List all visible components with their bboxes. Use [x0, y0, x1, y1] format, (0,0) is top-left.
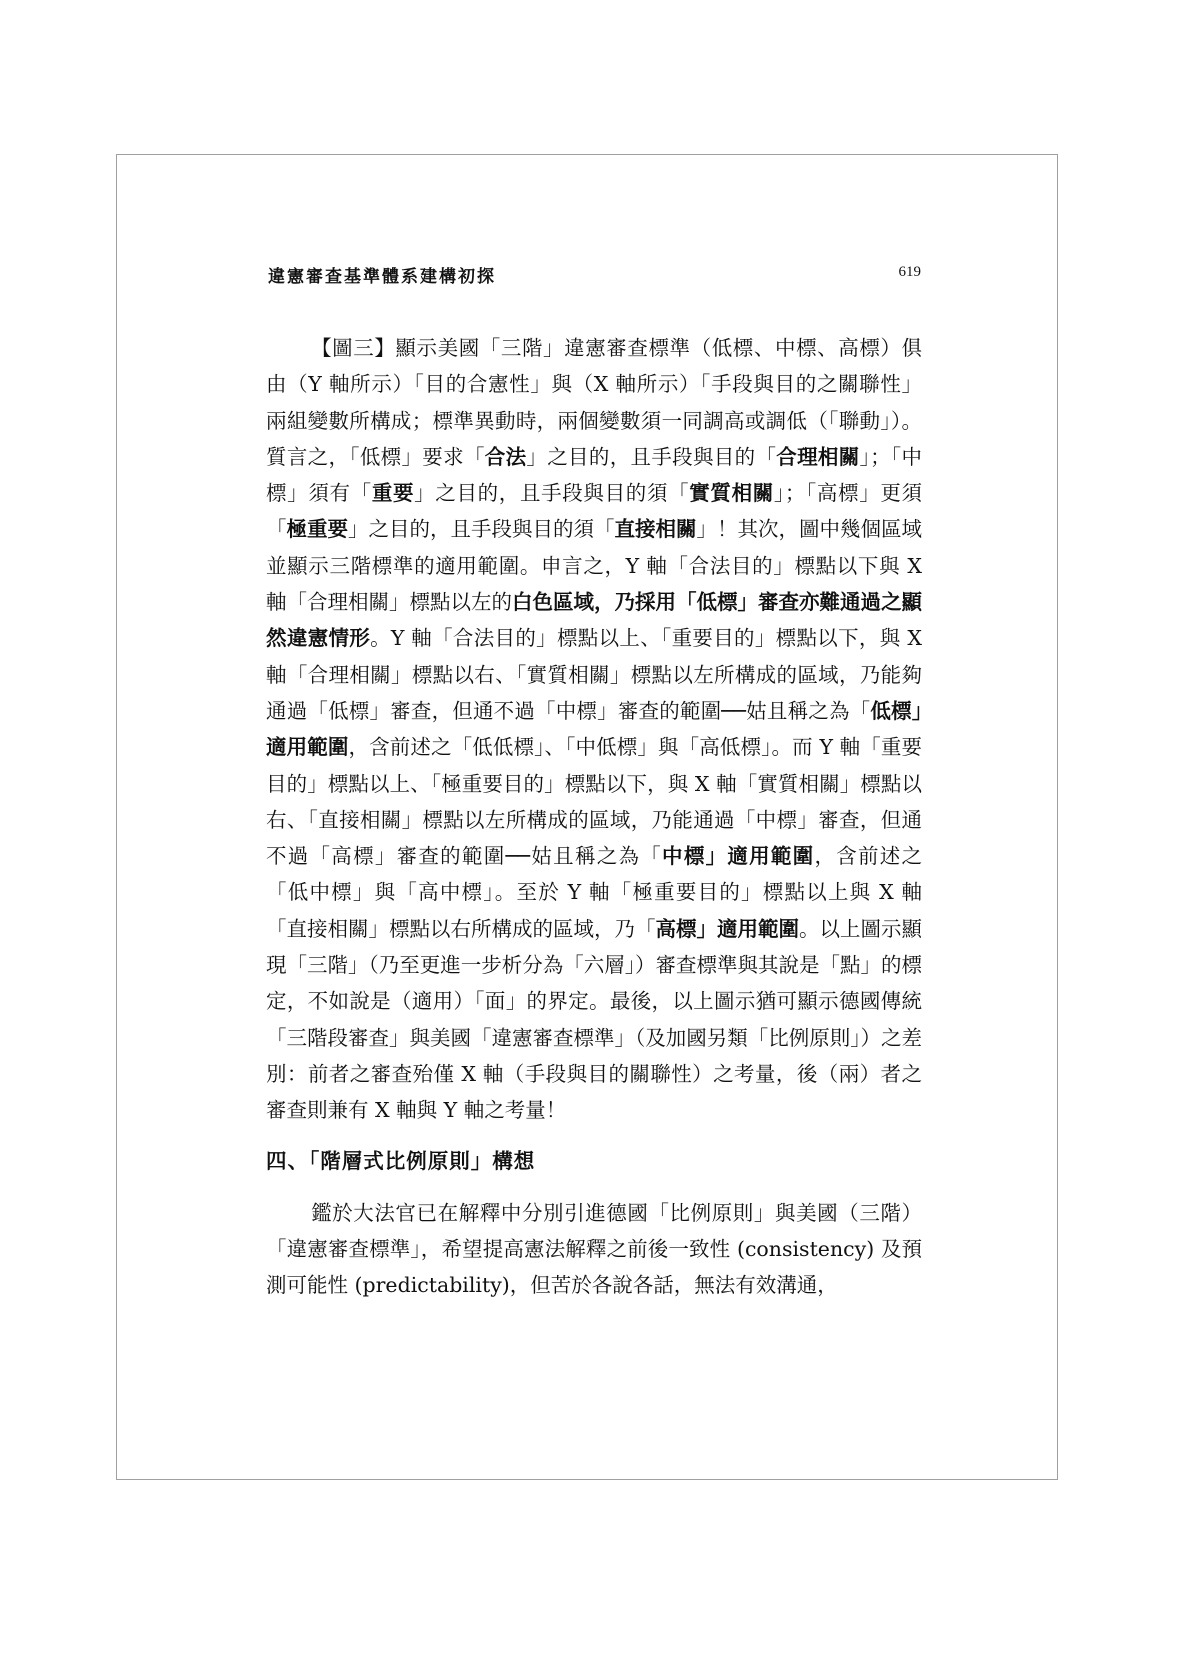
text-run: ，含前述之「低低標」、「中低標」與「高低標」。而 Y 軸「重要目的」標點以上、「極重要目的」標點以下，與 X 軸「實質相關」標點以右、「直接相關」標點以左所構成的區域，乃能通過「中標」審查，但通不過「高標」審查的範圍──姑且稱之為「 [266, 735, 922, 869]
running-title: 違憲審查基準體系建構初探 [268, 267, 496, 287]
text-run: 」！其次，圖中幾個區域並顯示三階標準的適用範圍。申言之，Y 軸「合法目的」標點以下與 X 軸「合理相關」標點以左的 [266, 517, 922, 615]
bold-run: 合法 [484, 444, 527, 469]
text-run: 。以上圖示顯現「三階」（乃至更進一步析分為「六層」）審查標準與其說是「點」的標定，不如說是（適用）「面」的界定。最後，以上圖示猶可顯示德國傳統「三階段審查」與美國「違憲審查標準」（及加國另類「比例原則」）之差別：前者之審查殆僅 X 軸（手段與目的關聯性）之考量，後（兩）者之審查則兼有 X 軸與 Y 軸之考量！ [266, 916, 922, 1123]
paragraph-2: 鑑於大法官已在解釋中分別引進德國「比例原則」與美國（三階）「違憲審查標準」，希望提高憲法解釋之前後一致性 (consistency) 及預測可能性 (predictability)，但苦於各說各話，無法有效溝通， [266, 1200, 922, 1298]
text-run: ，含前述之「低中標」與「高中標」。至於 Y 軸「極重要目的」標點以上與 X 軸「直接相關」標點以右所構成的區域，乃「 [266, 844, 923, 941]
bold-run: 合理相關 [776, 444, 860, 469]
bold-run: 重要 [371, 481, 415, 506]
text-run: 」之目的，且手段與目的「 [526, 444, 777, 469]
text-run: 」之目的，且手段與目的須「 [348, 517, 615, 542]
bold-run: 高標」適用範圍 [655, 916, 799, 941]
bold-run: 極重要 [286, 517, 348, 542]
bold-run: 直接相關 [614, 517, 697, 542]
paragraph-1 [266, 330, 922, 1129]
bold-run: 實質相關 [689, 481, 774, 506]
main-text [266, 330, 922, 1304]
bold-run: 低標」適用範圍 [266, 698, 923, 760]
text-run: 【圖三】顯示美國「三階」違憲審查標準（低標、中標、高標）俱由（Y 軸所示）「目的合憲性」與（X 軸所示）「手段與目的之關聯性」兩組變數所構成；標準異動時，兩個變數須一同調高或調低（「聯動」）。質言之，「低標」要求「 [266, 336, 922, 469]
bold-run: 中標」適用範圍 [662, 844, 815, 869]
text-run: 。Y 軸「合法目的」標點以上、「重要目的」標點以下，與 X 軸「合理相關」標點以右、「實質相關」標點以左所構成的區域，乃能夠通過「低標」審查，但通不過「中標」審查的範圍──姑且稱之為「 [266, 626, 922, 723]
text-run: 」；「高標」更須「 [266, 481, 923, 542]
text-run: 」；「中標」須有「 [266, 444, 923, 506]
text-run: 」之目的，且手段與目的須「 [414, 481, 690, 506]
page-number: 619 [898, 264, 921, 280]
bold-run: 白色區域，乃採用「低標」審查亦難通過之顯然違憲情形 [266, 590, 922, 651]
section-heading: 四、「階層式比例原則」構想 [266, 1148, 536, 1173]
